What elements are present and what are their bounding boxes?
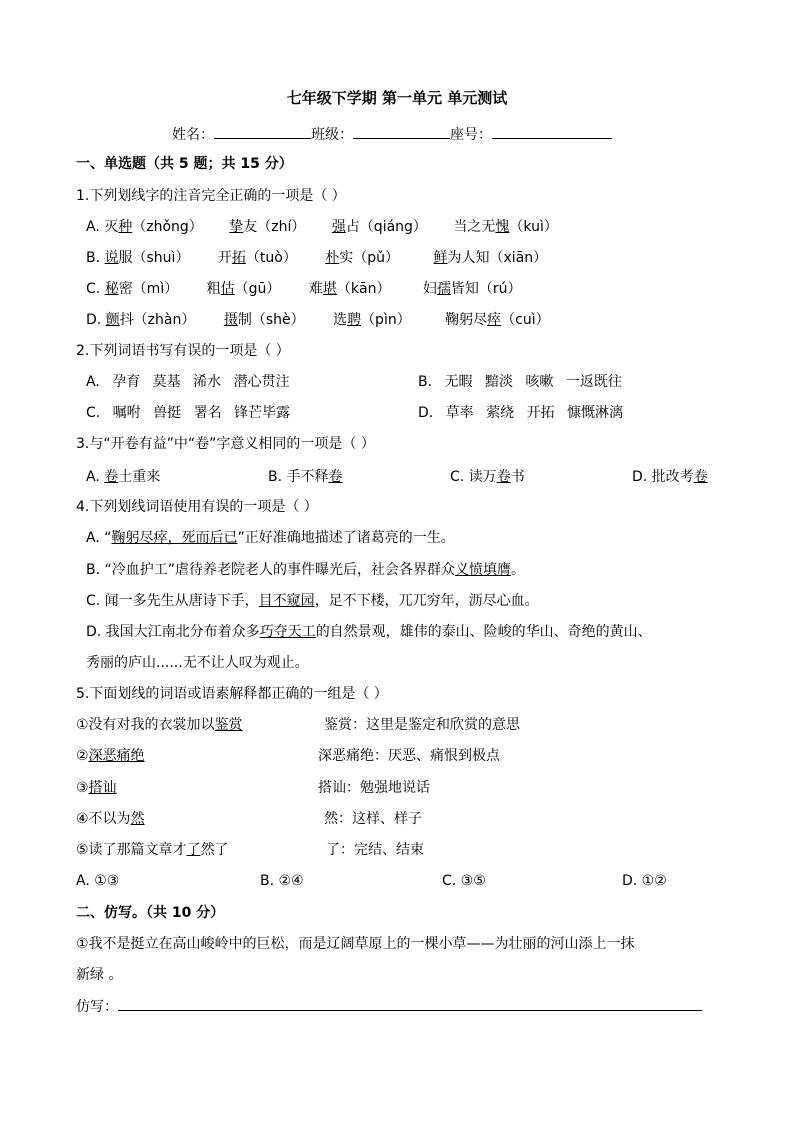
item-3: ③搭讪	[76, 780, 117, 796]
seat-label: 座号：	[450, 127, 492, 143]
seat-field[interactable]	[492, 124, 612, 139]
option-d[interactable]: D. ①②	[622, 873, 667, 889]
name-label: 姓名：	[172, 127, 214, 143]
option-b[interactable]: B. “冷血护工”虐待养老院老人的事件曝光后，社会各界群众义愤填膺。	[86, 562, 526, 578]
option-a[interactable]: A. 孕育 莫基 浠水 潜心贯注	[86, 374, 290, 390]
question-stem: 1.下列划线字的注音完全正确的一项是（ ）	[76, 188, 346, 204]
question-stem: 2.下列词语书写有误的一项是（ ）	[76, 343, 290, 359]
option-d[interactable]: D. 我国大江南北分布着众多巧夺天工的自然景观，雄伟的泰山、险峻的华山、奇绝的黄山、	[86, 624, 652, 640]
answer-label: 仿写：	[76, 999, 118, 1015]
prompt-text: ①我不是挺立在高山峻岭中的巨松，而是辽阔草原上的一棵小草——为壮丽的河山添上一抹	[76, 936, 635, 952]
option-c[interactable]: C. ③⑤	[442, 873, 486, 889]
option-b[interactable]: B. 手不释卷	[268, 469, 343, 485]
item-4: ④不以为然	[76, 811, 145, 827]
option-b[interactable]: B. ②④	[260, 873, 304, 889]
question-stem: 3.与“开卷有益”中“卷”字意义相同的一项是（ ）	[76, 436, 375, 452]
option-d[interactable]: D. 草率 萦绕 开拓 慷慨淋漓	[418, 405, 624, 421]
name-field[interactable]	[214, 124, 311, 139]
option-c[interactable]: C. 嘱咐 兽挺 署名 锋芒毕露	[86, 405, 291, 421]
option-d-continued: 秀丽的庐山......无不让人叹为观止。	[86, 655, 309, 671]
item-5: ⑤读了那篇文章才了然了	[76, 842, 229, 858]
option-a[interactable]: A. “鞠躬尽瘁，死而后已”正好准确地描述了诸葛亮的一生。	[86, 530, 455, 546]
answer-field[interactable]	[118, 996, 702, 1011]
question-stem: 4.下列划线词语使用有误的一项是（ ）	[76, 499, 318, 515]
student-info-row	[172, 124, 612, 145]
option-b[interactable]: B. 无暇 黯淡 咳嗽 一返既往	[418, 374, 622, 390]
item-1-explanation: 鉴赏：这里是鉴定和欣赏的意思	[324, 717, 520, 733]
item-2-explanation: 深恶痛绝：厌恶、痛恨到极点	[318, 748, 500, 764]
item-1: ①没有对我的衣裳加以鉴赏	[76, 717, 243, 733]
option-d[interactable]: D. 批改考卷	[632, 469, 708, 485]
option-a[interactable]: A. 灭种（zhǒng） 挚友（zhí） 强占（qiáng） 当之无愧（kuì）	[86, 219, 558, 235]
item-4-explanation: 然：这样、样子	[324, 811, 422, 827]
option-c[interactable]: C. 读万卷书	[450, 469, 525, 485]
prompt-text-continued: 新绿 。	[76, 967, 123, 983]
option-a[interactable]: A. 卷土重来	[86, 469, 161, 485]
option-c[interactable]: C. 闻一多先生从唐诗下手，目不窥园，足不下楼，兀兀穷年，沥尽心血。	[86, 593, 539, 609]
option-c[interactable]: C. 秘密（mì） 粗估（gū） 难堪（kān） 妇孺皆知（rú）	[86, 281, 522, 297]
question-stem: 5.下面划线的词语或语素解释都正确的一组是（ ）	[76, 686, 388, 702]
option-b[interactable]: B. 说服（shuì） 开拓（tuò） 朴实（pǔ） 鲜为人知（xiān）	[86, 250, 548, 266]
option-a[interactable]: A. ①③	[76, 873, 120, 889]
item-5-explanation: 了：完结、结束	[326, 842, 424, 858]
item-3-explanation: 搭讪：勉强地说话	[318, 780, 430, 796]
class-label: 班级：	[311, 127, 353, 143]
section-heading: 二、仿写。（共 10 分）	[76, 905, 225, 921]
item-2: ②深恶痛绝	[76, 748, 145, 764]
page-title: 七年级下学期 第一单元 单元测试	[286, 89, 508, 107]
class-field[interactable]	[353, 124, 450, 139]
option-d[interactable]: D. 颤抖（zhàn） 摄制（shè） 选聘（pìn） 鞠躬尽瘁（cuì）	[86, 312, 550, 328]
answer-row	[76, 996, 702, 1017]
section-heading: 一、单选题（共 5 题；共 15 分）	[76, 156, 293, 172]
